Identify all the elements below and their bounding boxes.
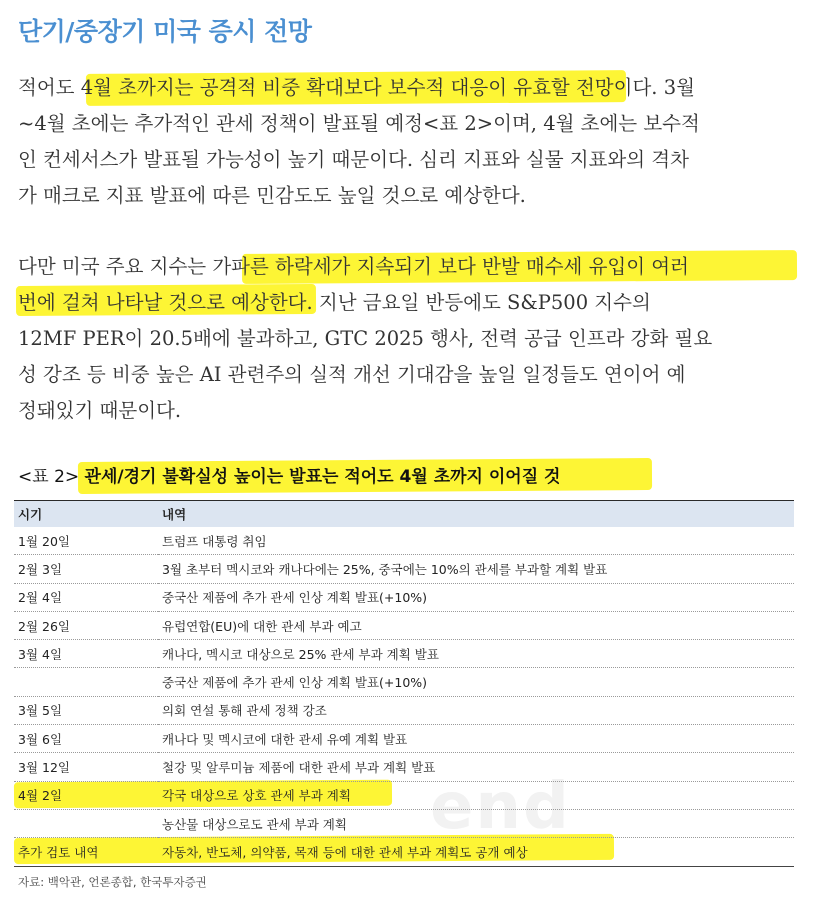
table-row — [14, 838, 794, 866]
text-line: 정돼있기 때문이다. — [18, 399, 182, 422]
cell-period: 1월 20일 — [14, 527, 158, 555]
cell-details: 트럼프 대통령 취임 — [158, 527, 794, 555]
cell-period — [14, 809, 158, 837]
cell-period: 2월 3일 — [14, 555, 158, 583]
text-line: 인 컨세서스가 발표될 가능성이 높기 때문이다. 심리 지표와 실물 지표와의 격차 — [18, 148, 689, 171]
schedule-table — [14, 500, 794, 867]
table-row — [14, 781, 794, 809]
cell-period: 2월 26일 — [14, 611, 158, 639]
cell-period: 3월 5일 — [14, 696, 158, 724]
table-caption-text: 관세/경기 불확실성 높이는 발표는 적어도 4월 초까지 이어질 것 — [84, 467, 561, 487]
table-caption-label: <표 2> — [18, 467, 80, 487]
watermark: end — [430, 770, 571, 844]
text-line: 성 강조 등 비중 높은 AI 관련주의 실적 개선 기대감을 높일 일정들도 연이어 예 — [18, 363, 686, 386]
table-row — [14, 527, 794, 555]
table-row — [14, 809, 794, 837]
table-row — [14, 555, 794, 583]
table-row — [14, 753, 794, 781]
table-row — [14, 696, 794, 724]
cell-period — [14, 668, 158, 696]
table-row — [14, 668, 794, 696]
cell-details: 유럽연합(EU)에 대한 관세 부과 예고 — [158, 611, 794, 639]
page-title: 단기/중장기 미국 증시 전망 — [18, 17, 312, 46]
table-caption — [18, 462, 560, 487]
cell-details: 3월 초부터 멕시코와 캐나다에는 25%, 중국에는 10%의 관세를 부과할 계획 발표 — [158, 555, 794, 583]
source-note: 자료: 백악관, 언론종합, 한국투자증권 — [18, 875, 207, 889]
cell-period: 2월 4일 — [14, 583, 158, 611]
cell-period: 3월 12일 — [14, 753, 158, 781]
table-row — [14, 725, 794, 753]
text-line: 적어도 4월 초까지는 공격적 비중 확대보다 보수적 대응이 유효할 전망이다. 3월 — [18, 76, 695, 99]
cell-period: 3월 6일 — [14, 725, 158, 753]
column-header-details: 내역 — [158, 501, 794, 528]
table-row — [14, 640, 794, 668]
cell-details: 자동차, 반도체, 의약품, 목재 등에 대한 관세 부과 계획도 공개 예상 — [158, 838, 794, 866]
cell-period: 추가 검토 내역 — [14, 838, 158, 866]
cell-details: 농산물 대상으로도 관세 부과 계획 — [158, 809, 794, 837]
paragraph-2 — [18, 249, 798, 429]
cell-details: 중국산 제품에 추가 관세 인상 계획 발표(+10%) — [158, 668, 794, 696]
column-header-period: 시기 — [14, 501, 158, 528]
cell-details: 캐나다 및 멕시코에 대한 관세 유예 계획 발표 — [158, 725, 794, 753]
text-line: 12MF PER이 20.5배에 불과하고, GTC 2025 행사, 전력 공급 인프라 강화 필요 — [18, 327, 713, 350]
text-line: ~4월 초에는 추가적인 관세 정책이 발표될 예정<표 2>이며, 4월 초에는 보수적 — [18, 112, 700, 135]
table-header-row — [14, 501, 794, 528]
cell-period: 4월 2일 — [14, 781, 158, 809]
text-line: 가 매크로 지표 발표에 따른 민감도도 높일 것으로 예상한다. — [18, 184, 526, 207]
cell-details: 의회 연설 통해 관세 정책 강조 — [158, 696, 794, 724]
table-row — [14, 583, 794, 611]
text-line: 다만 미국 주요 지수는 가파른 하락세가 지속되기 보다 반발 매수세 유입이 여러 — [18, 255, 689, 278]
cell-details: 중국산 제품에 추가 관세 인상 계획 발표(+10%) — [158, 583, 794, 611]
paragraph-1 — [18, 70, 798, 214]
cell-details: 철강 및 알루미늄 제품에 대한 관세 부과 계획 발표 — [158, 753, 794, 781]
cell-details: 각국 대상으로 상호 관세 부과 계획 — [158, 781, 794, 809]
cell-details: 캐나다, 멕시코 대상으로 25% 관세 부과 계획 발표 — [158, 640, 794, 668]
text-line: 번에 걸쳐 나타날 것으로 예상한다. 지난 금요일 반등에도 S&P500 지수의 — [18, 291, 651, 314]
table-row — [14, 611, 794, 639]
cell-period: 3월 4일 — [14, 640, 158, 668]
